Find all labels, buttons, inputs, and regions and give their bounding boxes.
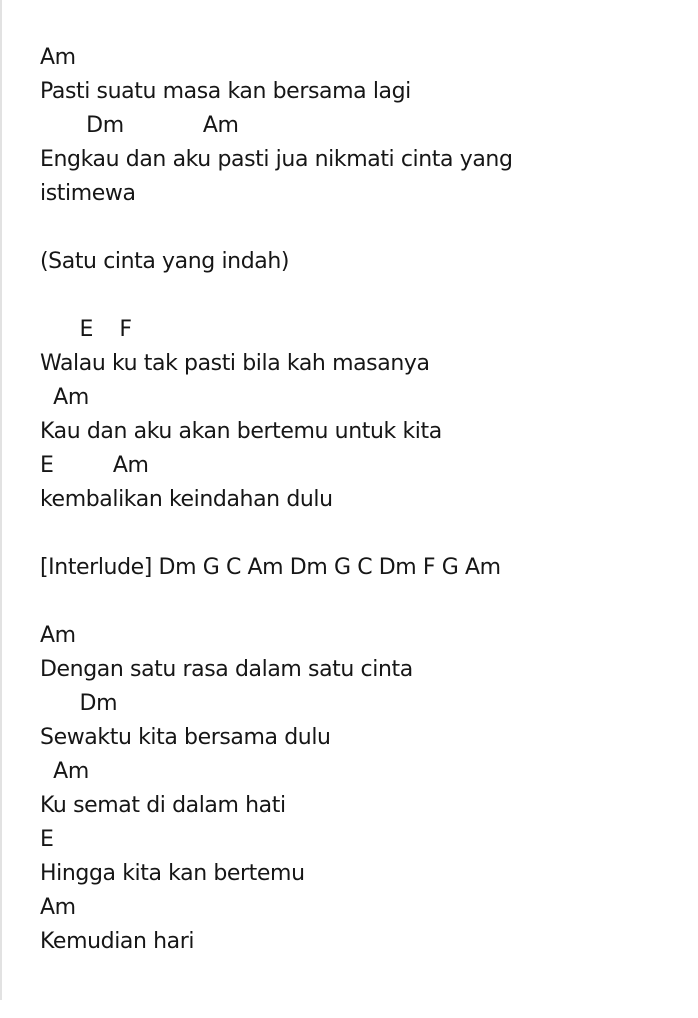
lyric-line: Hingga kita kan bertemu — [40, 861, 305, 886]
lyric-line: kembalikan keindahan dulu — [40, 487, 333, 512]
chord-line: Am — [40, 895, 76, 920]
lyric-line: Walau ku tak pasti bila kah masanya — [40, 351, 430, 376]
lyric-line: Dengan satu rasa dalam satu cinta — [40, 657, 413, 682]
lyric-line: (Satu cinta yang indah) — [40, 249, 290, 274]
chord-line: Dm — [40, 691, 118, 716]
chord-line: E F — [40, 317, 132, 342]
lyric-line: Kau dan aku akan bertemu untuk kita — [40, 419, 442, 444]
chord-line: Am — [40, 45, 76, 70]
chord-line: Am — [40, 759, 89, 784]
chord-line: Dm Am — [40, 113, 239, 138]
chord-line: Am — [40, 385, 89, 410]
cropped-bottom-line — [0, 984, 698, 1018]
chord-line: E — [40, 827, 54, 852]
lyric-line: Pasti suatu masa kan bersama lagi — [40, 79, 411, 104]
lyric-line: istimewa — [40, 181, 136, 206]
lyric-line: Sewaktu kita bersama dulu — [40, 725, 331, 750]
chord-line: E Am — [40, 453, 149, 478]
chord-line: Am — [40, 623, 76, 648]
interlude-line: [Interlude] Dm G C Am Dm G C Dm F G Am — [40, 555, 501, 580]
lyric-line: Kemudian hari — [40, 929, 195, 954]
lyric-line: Ku semat di dalam hati — [40, 793, 286, 818]
cropped-top-line — [0, 0, 698, 10]
lyric-line: Engkau dan aku pasti jua nikmati cinta yang — [40, 147, 513, 172]
